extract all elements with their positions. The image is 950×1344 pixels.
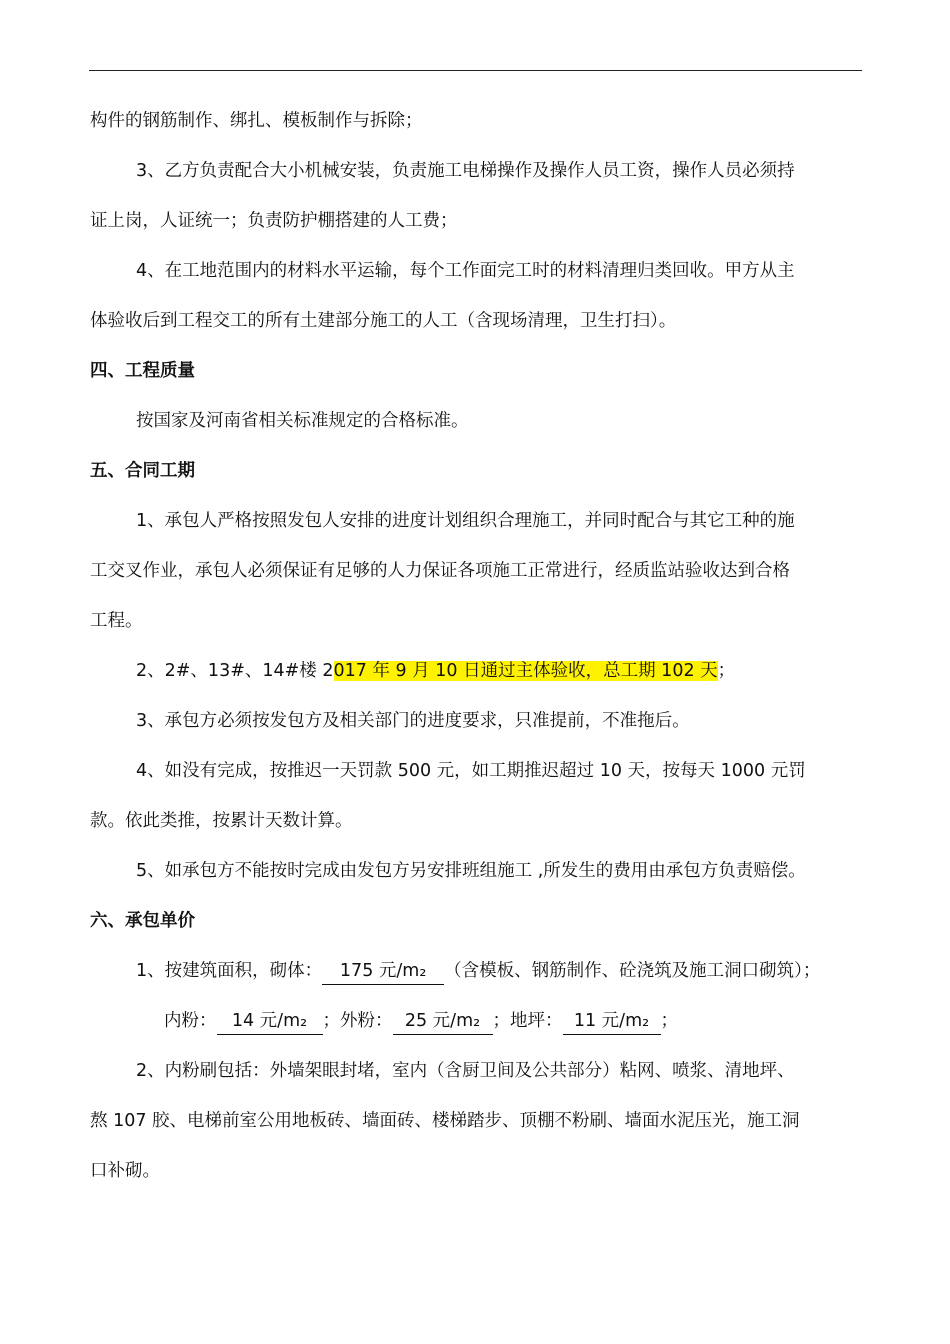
floor-label: ；地坪：: [492, 1011, 563, 1031]
schedule-clause-2: [90, 646, 865, 696]
price-clause-1-line-2: [90, 996, 865, 1046]
price-clause-2-line-2: 熬 107 胶、电梯前室公用地板砖、墙面砖、楼梯踏步、顶棚不粉刷、墙面水泥压光，施工洞: [90, 1111, 800, 1131]
masonry-note: （含模板、钢筋制作、砼浇筑及施工洞口砌筑）；: [444, 961, 821, 981]
clause-3-line-1: 3、乙方负责配合大小机械安装，负责施工电梯操作及操作人员工资，操作人员必须持: [136, 161, 795, 181]
schedule-clause-3: 3、承包方必须按发包方及相关部门的进度要求，只准提前，不准拖后。: [136, 711, 690, 731]
masonry-price: 175 元/m₂: [322, 958, 444, 985]
highlighted-deadline: 017 年 9 月 10 日通过主体验收，总工期 102 天: [333, 661, 718, 681]
exterior-plaster-label: ；外粉：: [322, 1011, 393, 1031]
schedule-clause-4-line-1: 4、如没有完成，按推迟一天罚款 500 元，如工期推迟超过 10 天，按每天 1000 元罚: [136, 761, 806, 781]
price-clause-2-line-3: 口补砌。: [90, 1161, 160, 1181]
schedule-clause-4-line-2: 款。依此类推，按累计天数计算。: [90, 811, 353, 831]
clause-2-prefix: 2、2#、13#、14#楼 2: [136, 661, 334, 681]
section-heading-unit-price: 六、承包单价: [90, 911, 195, 931]
schedule-clause-1-line-3: 工程。: [90, 611, 143, 631]
schedule-clause-1-line-2: 工交叉作业，承包人必须保证有足够的人力保证各项施工正常进行，经质监站验收达到合格: [90, 561, 790, 581]
document-page: [90, 96, 865, 1196]
quality-paragraph: 按国家及河南省相关标准规定的合格标准。: [136, 411, 469, 431]
price-clause-1-line-1: [90, 946, 865, 996]
section-heading-schedule: 五、合同工期: [90, 461, 195, 481]
text-line: 构件的钢筋制作、绑扎、模板制作与拆除；: [90, 111, 423, 131]
interior-plaster-price: 14 元/m₂: [217, 1008, 323, 1035]
masonry-label: 1、按建筑面积，砌体：: [136, 961, 323, 981]
clause-3-line-2: 证上岗，人证统一；负责防护棚搭建的人工费；: [90, 211, 458, 231]
price-clause-2-line-1: 2、内粉刷包括：外墙架眼封堵，室内（含厨卫间及公共部分）粘网、喷浆、清地坪、: [136, 1061, 795, 1081]
clause-2-suffix: ；: [717, 661, 736, 681]
exterior-plaster-price: 25 元/m₂: [393, 1008, 493, 1035]
floor-price: 11 元/m₂: [563, 1008, 661, 1035]
line-end: ；: [660, 1011, 678, 1031]
section-heading-quality: 四、工程质量: [90, 361, 195, 381]
clause-4-line-1: 4、在工地范围内的材料水平运输，每个工作面完工时的材料清理归类回收。甲方从主: [136, 261, 795, 281]
schedule-clause-5: 5、如承包方不能按时完成由发包方另安排班组施工 ,所发生的费用由承包方负责赔偿。: [136, 861, 806, 881]
clause-4-line-2: 体验收后到工程交工的所有土建部分施工的人工（含现场清理，卫生打扫）。: [90, 311, 677, 331]
interior-plaster-label: 内粉：: [164, 1011, 217, 1031]
schedule-clause-1-line-1: 1、承包人严格按照发包人安排的进度计划组织合理施工，并同时配合与其它工种的施: [136, 511, 795, 531]
header-rule: [89, 70, 862, 71]
